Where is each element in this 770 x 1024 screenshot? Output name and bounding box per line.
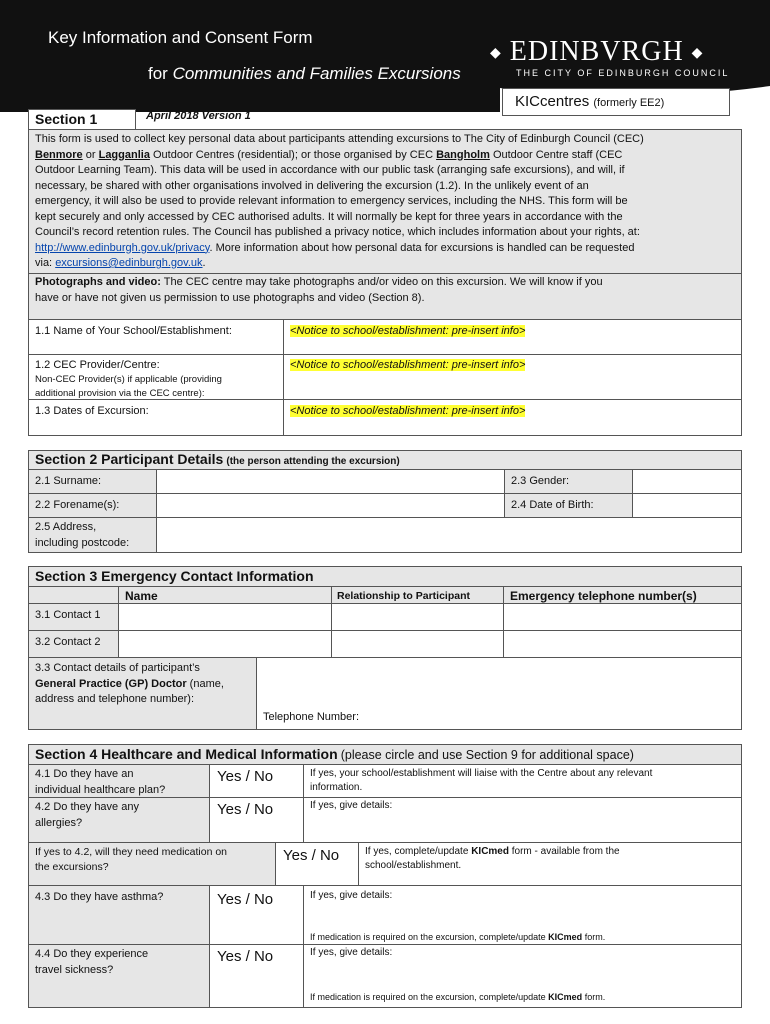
q44-label: 4.4 Do they experience travel sickness? xyxy=(28,944,210,1008)
q44-details-input[interactable]: If yes, give details: If medication is required on the excursion, complete/update KICmed form. xyxy=(303,944,742,1008)
address-label: 2.5 Address, including postcode: xyxy=(28,517,157,553)
col-relationship-head: Relationship to Participant xyxy=(331,586,504,604)
q43-details-input[interactable]: If yes, give details: If medication is required on the excursion, complete/update KICmed form. xyxy=(303,885,742,945)
surname-input[interactable] xyxy=(156,469,505,494)
gp-label: 3.3 Contact details of participant’s General Practice (GP) Doctor (name, address and telephone number): xyxy=(28,657,257,730)
section1-intro: This form is used to collect key personal data about participants attending excursions to The City of Edinburgh Council (CEC) Benmore or Lagganlia Outdoor Centres (residential); or those organised by CEC Bangholm Outdoor Centre staff (CEC Outdoor Learning Team). This data will be used in accordance with our public task (arranging safe excursions), and will, if necessary, be shared with other organisations involved in delivering the excursion (1.2). In the unlikely event of an emergency, it will also be used to provide relevant information to emergency services, including the NHS. This form will be kept securely and only accessed by CEC authorised adults. It will normally be kept for three years in accordance with the Council’s record retention rules. The Council has published a privacy notice, which includes information about your rights, at: http://www.edinburgh.gov.uk/privacy. More information about how personal data for excursions is handled can be requested via: excursions@edinburgh.gov.uk. Photographs and video: The CEC centre may take photographs and/or video on this excursion. We will know if you have or have not given us permission to use photographs and video (Section 8). xyxy=(28,129,742,320)
q42-details-input[interactable]: If yes, give details: xyxy=(303,797,742,843)
q42-medication-yes-no[interactable]: Yes / No xyxy=(275,842,359,886)
q43-yes-no[interactable]: Yes / No xyxy=(209,885,304,945)
dob-label: 2.4 Date of Birth: xyxy=(504,493,633,518)
contact1-relationship-input[interactable] xyxy=(331,603,504,631)
surname-label: 2.1 Surname: xyxy=(28,469,157,494)
logo-diamond-icon: ◆ xyxy=(691,46,704,62)
col-telephone-head: Emergency telephone number(s) xyxy=(503,586,742,604)
logo-diamond-icon: ◆ xyxy=(490,46,502,62)
privacy-link[interactable]: http://www.edinburgh.gov.uk/privacy xyxy=(35,241,210,254)
gender-label: 2.3 Gender: xyxy=(504,469,633,494)
provider-label-cell: 1.2 CEC Provider/Centre: Non-CEC Provider(s) if applicable (providing additional provision via the CEC centre): xyxy=(28,354,284,400)
q41-label: 4.1 Do they have an individual healthcare plan? xyxy=(28,764,210,798)
q41-note: If yes, your school/establishment will liaise with the Centre about any relevant information. xyxy=(303,764,742,798)
contact2-label: 3.2 Contact 2 xyxy=(28,630,119,658)
section3-header: Section 3 Emergency Contact Information xyxy=(28,566,742,587)
q43-label: 4.3 Do they have asthma? xyxy=(28,885,210,945)
contact2-relationship-input[interactable] xyxy=(331,630,504,658)
section1-label-box: Section 1 xyxy=(28,109,136,130)
q42-medication-note: If yes, complete/update KICmed form - available from the school/establishment. xyxy=(358,842,742,886)
address-input[interactable] xyxy=(156,517,742,553)
q42-label: 4.2 Do they have any allergies? xyxy=(28,797,210,843)
col-name-head: Name xyxy=(118,586,332,604)
contact1-telephone-input[interactable] xyxy=(503,603,742,631)
dates-input[interactable]: <Notice to school/establishment: pre-insert info> xyxy=(283,399,742,436)
section3-blank-head xyxy=(28,586,119,604)
council-logo: ◆ EDINBVRGH ◆ xyxy=(490,36,704,67)
gender-input[interactable] xyxy=(632,469,742,494)
form-title: Key Information and Consent Form xyxy=(48,28,313,47)
divider xyxy=(29,273,741,274)
form-version: April 2018 Version 1 xyxy=(146,110,251,122)
contact2-telephone-input[interactable] xyxy=(503,630,742,658)
council-name: THE CITY OF EDINBURGH COUNCIL xyxy=(516,68,730,78)
q42-medication-label: If yes to 4.2, will they need medication on the excursions? xyxy=(28,842,276,886)
photo-notice: Photographs and video: The CEC centre may take photographs and/or video on this excursion. We will know if you have or have not given us permission to use photographs and video (Section 8). xyxy=(35,276,603,304)
school-input[interactable]: <Notice to school/establishment: pre-insert info> xyxy=(283,319,742,355)
centre-name-box: KICcentres (formerly EE2) xyxy=(502,88,730,116)
dob-input[interactable] xyxy=(632,493,742,518)
contact1-label: 3.1 Contact 1 xyxy=(28,603,119,631)
form-subtitle: for Communities and Families Excursions xyxy=(148,64,461,83)
gp-details-input[interactable]: Telephone Number: xyxy=(256,657,742,730)
section2-header: Section 2 Participant Details (the person attending the excursion) xyxy=(28,450,742,470)
dates-label-cell: 1.3 Dates of Excursion: xyxy=(28,399,284,436)
q42-yes-no[interactable]: Yes / No xyxy=(209,797,304,843)
contact2-name-input[interactable] xyxy=(118,630,332,658)
forename-input[interactable] xyxy=(156,493,505,518)
provider-input[interactable]: <Notice to school/establishment: pre-insert info> xyxy=(283,354,742,400)
school-label-cell: 1.1 Name of Your School/Establishment: xyxy=(28,319,284,355)
forename-label: 2.2 Forename(s): xyxy=(28,493,157,518)
section4-header: Section 4 Healthcare and Medical Information (please circle and use Section 9 for additional space) xyxy=(28,744,742,765)
q41-yes-no[interactable]: Yes / No xyxy=(209,764,304,798)
email-link[interactable]: excursions@edinburgh.gov.uk xyxy=(55,257,203,269)
q44-yes-no[interactable]: Yes / No xyxy=(209,944,304,1008)
contact1-name-input[interactable] xyxy=(118,603,332,631)
